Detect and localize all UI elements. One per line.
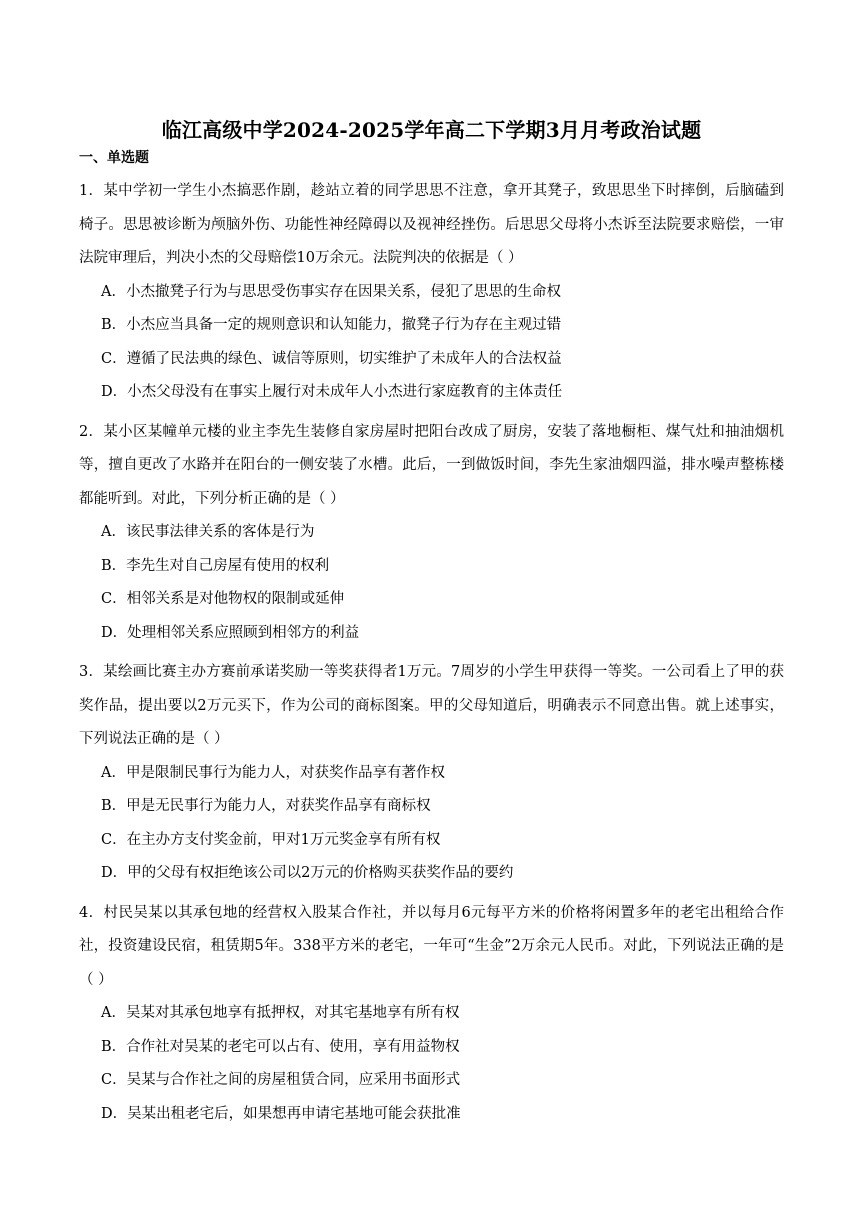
question-stem: 2．某小区某幢单元楼的业主李先生装修自家房屋时把阳台改成了厨房，安装了落地橱柜、煤气灶和抽油烟机等，擅自更改了水路并在阳台的一侧安装了水槽。此后，一到做饭时间，李先生家油烟四溢，排水噪声整栋楼都能听到。对此，下列分析正确的是（ ） xyxy=(79,423,784,507)
question-stem: 1．某中学初一学生小杰搞恶作剧，趁站立着的同学思思不注意，拿开其凳子，致思思坐下时摔倒，后脑磕到椅子。思思被诊断为颅脑外伤、功能性神经障碍以及视神经挫伤。后思思父母将小杰诉至法院要求赔偿，一审法院审理后，判决小杰的父母赔偿10万余元。法院判决的依据是（ ） xyxy=(79,183,784,266)
option-b: B．合作社对吴某的老宅可以占有、使用，享有用益物权 xyxy=(101,1038,460,1055)
question-3 xyxy=(79,656,784,891)
question-stem: 4．村民吴某以其承包地的经营权入股某合作社，并以每月6元每平方米的价格将闲置多年的老宅出租给合作社，投资建设民宿，租赁期5年。338平方米的老宅，一年可“生金”2万余元人民币。对此，下列说法正确的是（ ） xyxy=(79,904,784,988)
question-stem: 3．某绘画比赛主办方赛前承诺奖励一等奖获得者1万元。7周岁的小学生甲获得一等奖。一公司看上了甲的获奖作品，提出要以2万元买下，作为公司的商标图案。甲的父母知道后，明确表示不同意出售。就上述事实，下列说法正确的是（ ） xyxy=(79,664,784,747)
question-2 xyxy=(79,416,784,651)
question-1 xyxy=(79,175,784,410)
section-heading: 一、单选题 xyxy=(79,150,149,166)
option-list xyxy=(79,757,784,891)
option-d: D．小杰父母没有在事实上履行对未成年人小杰进行家庭教育的主体责任 xyxy=(101,384,563,400)
option-c: C．在主办方支付奖金前，甲对1万元奖金享有所有权 xyxy=(101,831,441,848)
option-d: D．甲的父母有权拒绝该公司以2万元的价格购买获奖作品的要约 xyxy=(101,865,514,881)
question-4 xyxy=(79,897,784,1132)
option-c: C．遵循了民法典的绿色、诚信等原则，切实维护了未成年人的合法权益 xyxy=(101,350,562,367)
option-b: B．李先生对自己房屋有使用的权利 xyxy=(101,557,330,574)
option-d: D．吴某出租老宅后，如果想再申请宅基地可能会获批准 xyxy=(101,1105,461,1122)
option-list xyxy=(79,997,784,1131)
option-c: C．吴某与合作社之间的房屋租赁合同，应采用书面形式 xyxy=(101,1072,461,1088)
option-a: A．该民事法律关系的客体是行为 xyxy=(101,524,315,540)
option-list xyxy=(79,516,784,650)
option-list xyxy=(79,276,784,410)
option-d: D．处理相邻关系应照顾到相邻方的利益 xyxy=(101,624,360,641)
option-b: B．甲是无民事行为能力人，对获奖作品享有商标权 xyxy=(101,798,431,814)
option-b: B．小杰应当具备一定的规则意识和认知能力，撤凳子行为存在主观过错 xyxy=(101,317,562,333)
option-a: A．甲是限制民事行为能力人，对获奖作品享有著作权 xyxy=(101,764,445,781)
option-c: C．相邻关系是对他物权的限制或延伸 xyxy=(101,591,345,607)
option-a: A．小杰撤凳子行为与思思受伤事实存在因果关系，侵犯了思思的生命权 xyxy=(101,283,561,300)
option-a: A．吴某对其承包地享有抵押权，对其宅基地享有所有权 xyxy=(101,1005,460,1021)
page-title: 临江高级中学2024-2025学年高二下学期3月月考政治试题 xyxy=(161,118,702,142)
